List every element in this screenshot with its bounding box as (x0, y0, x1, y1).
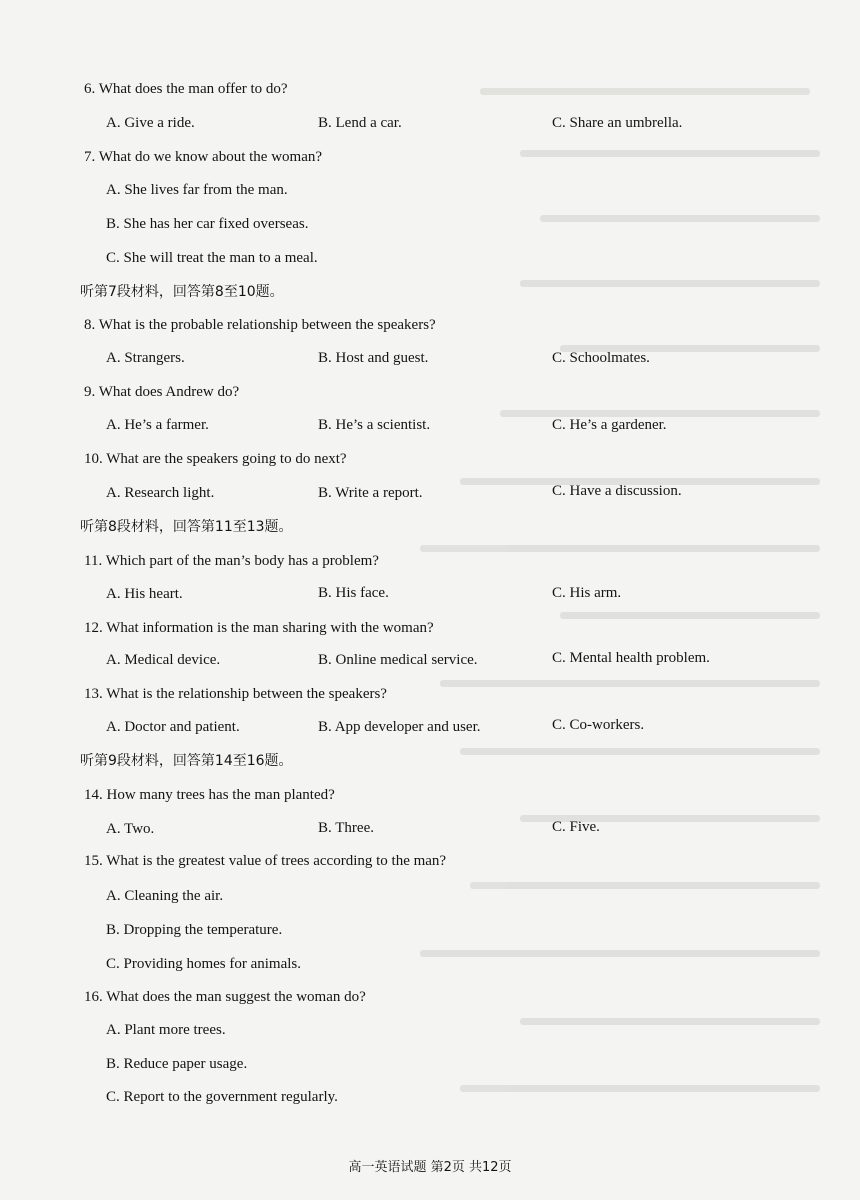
question-number: 13. (84, 686, 103, 702)
question-number: 14. (84, 787, 103, 803)
option-14c[interactable]: C. Five. (552, 819, 600, 835)
question-15-stem (84, 852, 446, 870)
option-10a[interactable]: A. Research light. (106, 485, 215, 501)
question-number: 15. (84, 853, 103, 869)
question-14-stem (84, 786, 335, 804)
option-12a[interactable]: A. Medical device. (106, 652, 221, 668)
question-text: What is the greatest value of trees according to the man? (106, 853, 447, 869)
option-16b[interactable]: B. Reduce paper usage. (106, 1056, 248, 1072)
option-12c[interactable]: C. Mental health problem. (552, 650, 710, 666)
question-number: 10. (84, 451, 103, 467)
option-7c[interactable]: C. She will treat the man to a meal. (106, 250, 318, 266)
page-footer: 高一英语试题 第2页 共12页 (348, 1160, 512, 1175)
question-8-stem (84, 316, 436, 334)
question-11-stem (84, 552, 379, 570)
option-8b[interactable]: B. Host and guest. (318, 350, 429, 366)
option-7b[interactable]: B. She has her car fixed overseas. (106, 216, 309, 232)
option-16c[interactable]: C. Report to the government regularly. (106, 1089, 338, 1105)
section-heading-8: 听第8段材料，回答第11至13题。 (80, 519, 293, 535)
option-10b[interactable]: B. Write a report. (318, 485, 423, 501)
question-7-stem (84, 148, 322, 166)
question-9-stem (84, 383, 239, 401)
question-number: 6. (84, 81, 96, 97)
question-number: 12. (84, 620, 103, 636)
question-text: What does the man suggest the woman do? (106, 989, 366, 1005)
option-8a[interactable]: A. Strangers. (106, 350, 185, 366)
question-13-stem (84, 685, 387, 703)
option-14b[interactable]: B. Three. (318, 820, 374, 836)
section-heading-7: 听第7段材料，回答第8至10题。 (80, 284, 284, 300)
option-8c[interactable]: C. Schoolmates. (552, 350, 650, 366)
option-15c[interactable]: C. Providing homes for animals. (106, 956, 301, 972)
question-number: 16. (84, 989, 103, 1005)
question-text: What does Andrew do? (98, 384, 240, 400)
question-text: What does the man offer to do? (98, 81, 288, 97)
question-text: What is the relationship between the speakers? (106, 686, 387, 702)
option-11b[interactable]: B. His face. (318, 585, 389, 601)
option-10c[interactable]: C. Have a discussion. (552, 483, 682, 499)
option-14a[interactable]: A. Two. (106, 821, 155, 837)
question-text: Which part of the man’s body has a problem? (105, 553, 379, 569)
question-10-stem (84, 450, 347, 468)
question-text: What do we know about the woman? (98, 149, 323, 165)
question-number: 11. (84, 553, 103, 569)
option-13a[interactable]: A. Doctor and patient. (106, 719, 240, 735)
option-13b[interactable]: B. App developer and user. (318, 719, 481, 735)
option-7a[interactable]: A. She lives far from the man. (106, 182, 288, 198)
option-11a[interactable]: A. His heart. (106, 586, 183, 602)
question-12-stem (84, 619, 434, 637)
question-text: How many trees has the man planted? (106, 787, 335, 803)
question-6-stem (84, 80, 288, 98)
question-16-stem (84, 988, 366, 1006)
question-text: What is the probable relationship between the speakers? (98, 317, 436, 333)
option-15b[interactable]: B. Dropping the temperature. (106, 922, 283, 938)
option-11c[interactable]: C. His arm. (552, 585, 622, 601)
question-number: 9. (84, 384, 96, 400)
option-16a[interactable]: A. Plant more trees. (106, 1022, 226, 1038)
option-12b[interactable]: B. Online medical service. (318, 652, 478, 668)
question-number: 7. (84, 149, 96, 165)
option-9b[interactable]: B. He’s a scientist. (318, 417, 431, 433)
question-number: 8. (84, 317, 96, 333)
section-heading-9: 听第9段材料，回答第14至16题。 (80, 753, 293, 769)
option-15a[interactable]: A. Cleaning the air. (106, 888, 224, 904)
option-6b[interactable]: B. Lend a car. (318, 115, 402, 131)
option-9a[interactable]: A. He’s a farmer. (106, 417, 209, 433)
option-6c[interactable]: C. Share an umbrella. (552, 115, 683, 131)
option-9c[interactable]: C. He’s a gardener. (552, 417, 667, 433)
question-text: What information is the man sharing with the woman? (106, 620, 434, 636)
option-6a[interactable]: A. Give a ride. (106, 115, 195, 131)
option-13c[interactable]: C. Co-workers. (552, 717, 645, 733)
question-text: What are the speakers going to do next? (106, 451, 347, 467)
